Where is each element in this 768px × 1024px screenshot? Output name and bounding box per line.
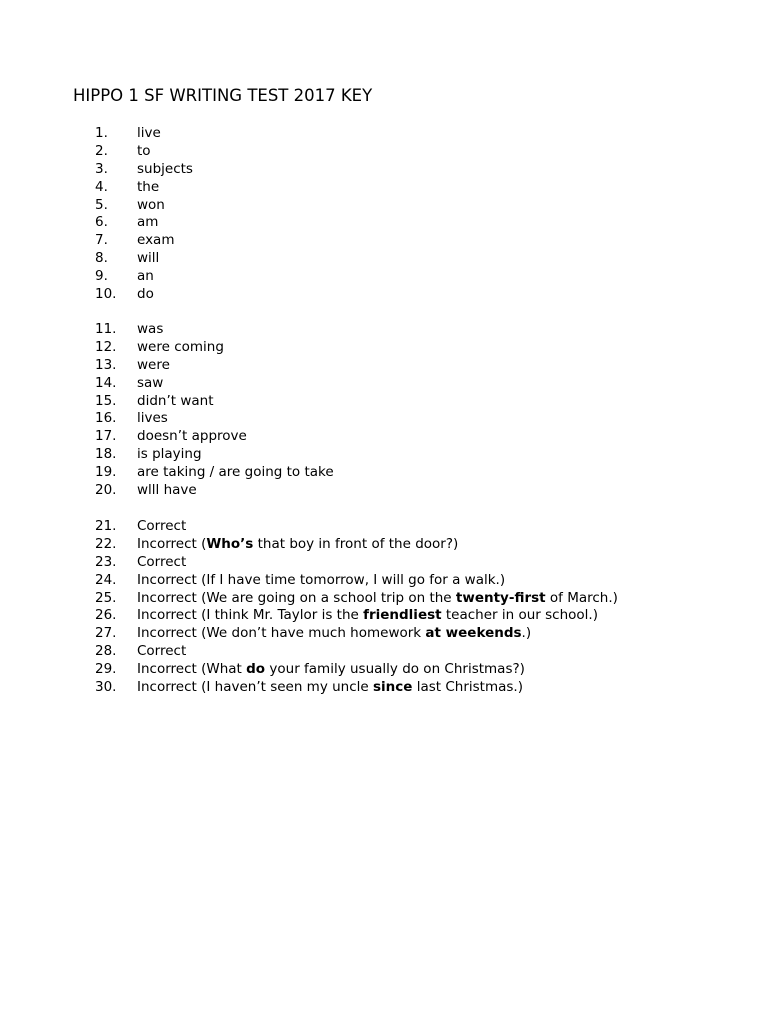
answer-segment: saw	[137, 374, 164, 391]
answer-text	[137, 482, 197, 500]
answer-number: 27.	[95, 625, 117, 642]
answer-item	[0, 464, 768, 482]
answer-number: 1.	[95, 125, 108, 141]
answer-item	[0, 357, 768, 375]
answer-number: 29.	[95, 661, 117, 678]
answer-item	[0, 428, 768, 446]
answer-number: 12.	[95, 338, 117, 355]
answer-number: 8.	[95, 250, 108, 267]
answer-text	[137, 590, 618, 608]
answer-item	[0, 286, 768, 304]
answer-text	[137, 572, 505, 590]
answer-text	[137, 214, 158, 232]
answer-segment: the	[137, 178, 160, 195]
answer-number: 25.	[95, 589, 117, 606]
document-title: HIPPO 1 SF WRITING TEST 2017 KEY	[73, 86, 373, 105]
answer-segment: Correct	[137, 518, 187, 534]
answer-item	[0, 625, 768, 643]
answer-number: 18.	[95, 446, 117, 463]
answer-number: 2.	[95, 142, 108, 159]
answer-number: 7.	[95, 232, 108, 249]
answer-text	[137, 446, 202, 464]
answer-segment: were coming	[137, 338, 224, 355]
answer-segment: Incorrect (We are going on a school trip on the	[137, 589, 456, 606]
answer-text	[137, 643, 186, 661]
answer-item	[0, 268, 768, 286]
answer-segment: Incorrect (	[137, 535, 207, 552]
answer-item	[0, 339, 768, 357]
answer-number: 17.	[95, 428, 117, 445]
answer-item	[0, 321, 768, 339]
answer-number: 23.	[95, 553, 117, 570]
answer-segment: your family usually do on Christmas?)	[265, 661, 525, 678]
answer-emphasis: since	[373, 679, 413, 696]
answer-item	[0, 161, 768, 179]
answer-text	[137, 179, 159, 197]
answer-item	[0, 661, 768, 679]
answer-number: 9.	[95, 268, 108, 285]
answer-text	[137, 661, 525, 679]
answer-item	[0, 590, 768, 608]
answer-item	[0, 197, 768, 215]
answer-text	[137, 143, 151, 161]
answer-emphasis: twenty-first	[455, 589, 546, 606]
answer-segment: will	[137, 250, 160, 267]
answer-emphasis: do	[246, 661, 266, 678]
answer-segment: Correct	[137, 553, 187, 570]
answer-segment: was	[137, 321, 164, 337]
answer-group-2	[0, 321, 768, 500]
answer-segment: last Christmas.)	[412, 679, 523, 696]
answer-segment: Incorrect (If I have time tomorrow, I will go for a walk.)	[137, 571, 506, 588]
answer-item	[0, 554, 768, 572]
answer-text	[137, 232, 174, 250]
answer-number: 10.	[95, 286, 117, 303]
answer-text	[137, 554, 186, 572]
answer-text	[137, 321, 163, 339]
answer-segment: is playing	[137, 446, 202, 463]
answer-text	[137, 428, 247, 446]
answer-item	[0, 482, 768, 500]
answer-emphasis: Who’s	[206, 535, 254, 552]
answer-segment: Incorrect (I haven’t seen my uncle	[137, 679, 373, 696]
answer-segment: won	[137, 196, 165, 213]
answer-text	[137, 518, 186, 536]
answer-segment: Correct	[137, 643, 187, 660]
answer-item	[0, 125, 768, 143]
answer-text	[137, 197, 165, 215]
answer-number: 15.	[95, 392, 117, 409]
answer-segment: of March.)	[545, 589, 618, 606]
answer-segment: .)	[521, 625, 532, 642]
answer-text	[137, 357, 170, 375]
answer-text	[137, 161, 193, 179]
answer-group-1	[0, 125, 768, 304]
answer-segment: to	[137, 142, 151, 159]
answer-item	[0, 446, 768, 464]
answer-text	[137, 464, 334, 482]
answer-text	[137, 679, 523, 697]
answer-text	[137, 125, 161, 143]
answer-emphasis: friendliest	[363, 607, 442, 624]
answer-number: 3.	[95, 160, 108, 177]
answer-text	[137, 286, 154, 304]
answer-emphasis: at weekends	[425, 625, 522, 642]
answer-text	[137, 250, 159, 268]
answer-number: 5.	[95, 196, 108, 213]
answer-text	[137, 536, 458, 554]
answer-text	[137, 625, 531, 643]
answer-segment: doesn’t approve	[137, 428, 247, 445]
answer-number: 16.	[95, 410, 117, 427]
answer-item	[0, 679, 768, 697]
answer-number: 22.	[95, 535, 117, 552]
answer-segment: am	[137, 214, 159, 231]
answer-item	[0, 643, 768, 661]
answer-segment: Incorrect (We don’t have much homework	[137, 625, 426, 642]
answer-number: 4.	[95, 178, 108, 195]
answer-item	[0, 375, 768, 393]
answer-segment: didn’t want	[137, 392, 214, 409]
answer-text	[137, 410, 168, 428]
answer-number: 19.	[95, 464, 117, 481]
answer-number: 24.	[95, 571, 117, 588]
answer-number: 26.	[95, 607, 117, 624]
answer-text	[137, 268, 154, 286]
answer-text	[137, 393, 214, 411]
answer-item	[0, 518, 768, 536]
answer-segment: do	[137, 286, 154, 303]
answer-text	[137, 375, 163, 393]
answer-item	[0, 232, 768, 250]
answer-item	[0, 214, 768, 232]
answer-number: 13.	[95, 356, 117, 373]
answer-text	[137, 339, 224, 357]
answer-item	[0, 143, 768, 161]
answer-segment: lives	[137, 410, 168, 427]
answer-number: 20.	[95, 482, 117, 499]
answer-segment: were	[137, 356, 170, 373]
answer-segment: wlll have	[137, 482, 197, 499]
answer-item	[0, 607, 768, 625]
answer-segment: an	[137, 268, 154, 285]
answer-number: 21.	[95, 518, 117, 534]
answer-segment: live	[137, 125, 161, 141]
answer-item	[0, 536, 768, 554]
answer-item	[0, 250, 768, 268]
answer-segment: subjects	[137, 160, 193, 177]
answer-item	[0, 572, 768, 590]
answer-segment: Incorrect (What	[137, 661, 247, 678]
answer-number: 28.	[95, 643, 117, 660]
answer-number: 11.	[95, 321, 117, 337]
answer-segment: teacher in our school.)	[441, 607, 598, 624]
answer-item	[0, 393, 768, 411]
answer-number: 30.	[95, 679, 117, 696]
answer-item	[0, 179, 768, 197]
answer-group-3	[0, 518, 768, 697]
answer-segment: are taking / are going to take	[137, 464, 334, 481]
answer-number: 14.	[95, 374, 117, 391]
answer-segment: exam	[137, 232, 175, 249]
answer-text	[137, 607, 598, 625]
answer-segment: that boy in front of the door?)	[253, 535, 459, 552]
answer-number: 6.	[95, 214, 108, 231]
answer-item	[0, 410, 768, 428]
answer-segment: Incorrect (I think Mr. Taylor is the	[137, 607, 364, 624]
